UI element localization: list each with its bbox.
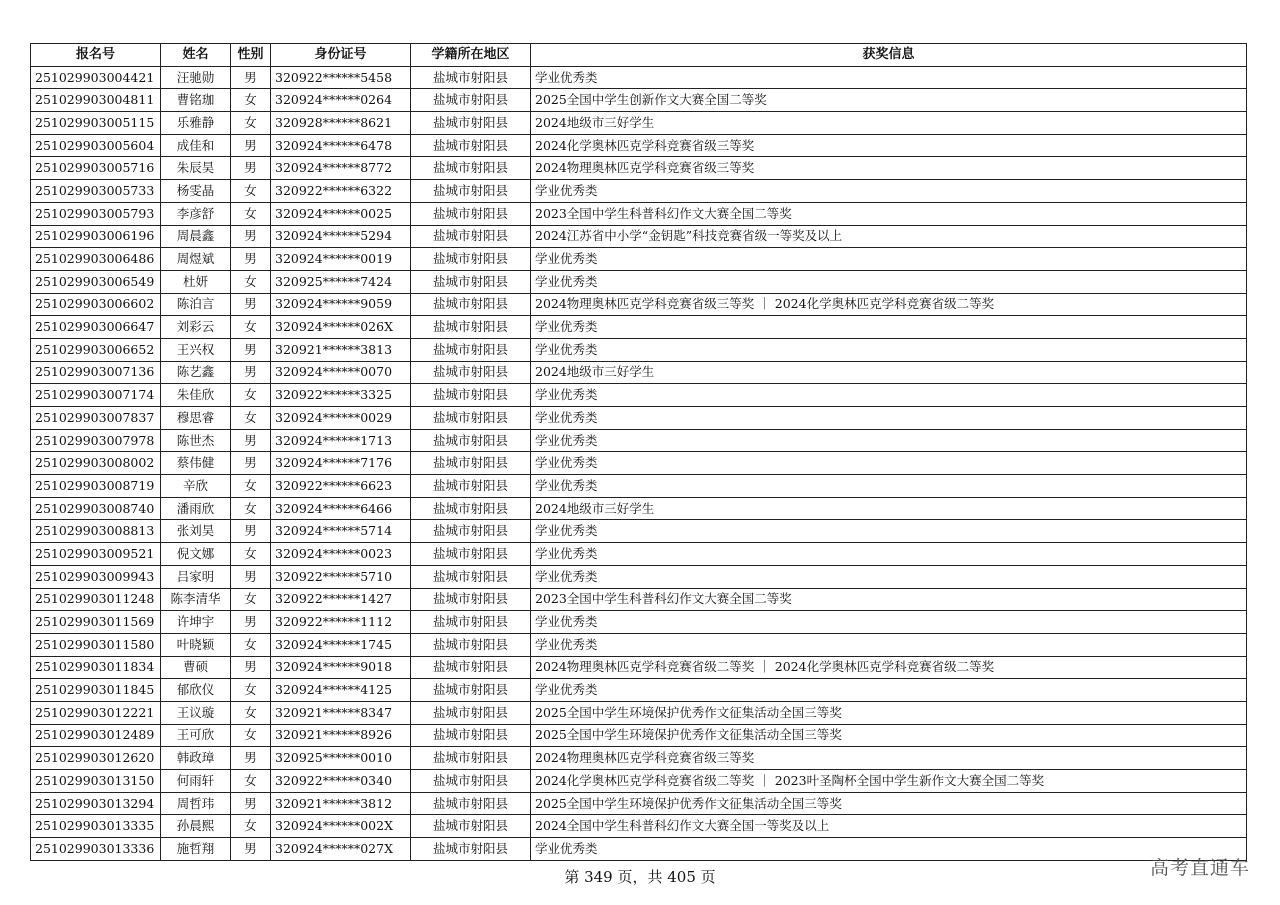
cell-id-number: 320924******8772 — [271, 157, 411, 180]
cell-registration-no: 251029903011569 — [31, 611, 161, 634]
table-row — [31, 248, 1247, 271]
cell-gender: 男 — [231, 66, 271, 89]
cell-name: 成佳和 — [161, 134, 231, 157]
cell-name: 王议璇 — [161, 701, 231, 724]
cell-award-info: 2025全国中学生环境保护优秀作文征集活动全国三等奖 — [531, 724, 1247, 747]
cell-gender: 女 — [231, 112, 271, 135]
cell-region: 盐城市射阳县 — [411, 724, 531, 747]
cell-award-info: 2025全国中学生环境保护优秀作文征集活动全国三等奖 — [531, 792, 1247, 815]
cell-gender: 女 — [231, 89, 271, 112]
watermark-logo: 高考直通车 — [1149, 857, 1250, 879]
table-row — [31, 565, 1247, 588]
table-row — [31, 475, 1247, 498]
cell-gender: 女 — [231, 497, 271, 520]
cell-id-number: 320924******9059 — [271, 293, 411, 316]
cell-gender: 女 — [231, 770, 271, 793]
cell-registration-no: 251029903011834 — [31, 656, 161, 679]
cell-award-info: 2023全国中学生科普科幻作文大赛全国二等奖 — [531, 588, 1247, 611]
cell-region: 盐城市射阳县 — [411, 293, 531, 316]
cell-gender: 女 — [231, 724, 271, 747]
cell-name: 陈艺鑫 — [161, 361, 231, 384]
cell-region: 盐城市射阳县 — [411, 565, 531, 588]
cell-registration-no: 251029903013150 — [31, 770, 161, 793]
cell-name: 李彦舒 — [161, 202, 231, 225]
table-row — [31, 112, 1247, 135]
cell-award-info: 学业优秀类 — [531, 565, 1247, 588]
page-number: 第 349 页，共 405 页 — [564, 868, 716, 886]
cell-gender: 女 — [231, 407, 271, 430]
header-region: 学籍所在地区 — [411, 44, 531, 67]
cell-name: 韩政璋 — [161, 747, 231, 770]
header-id-number: 身份证号 — [271, 44, 411, 67]
cell-award-info: 学业优秀类 — [531, 633, 1247, 656]
cell-region: 盐城市射阳县 — [411, 89, 531, 112]
table-row — [31, 611, 1247, 634]
cell-registration-no: 251029903005115 — [31, 112, 161, 135]
table-row — [31, 770, 1247, 793]
cell-registration-no: 251029903012489 — [31, 724, 161, 747]
cell-region: 盐城市射阳县 — [411, 66, 531, 89]
header-gender: 性别 — [231, 44, 271, 67]
cell-region: 盐城市射阳县 — [411, 452, 531, 475]
cell-registration-no: 251029903009521 — [31, 543, 161, 566]
cell-gender: 男 — [231, 565, 271, 588]
cell-id-number: 320922******6322 — [271, 180, 411, 203]
cell-region: 盐城市射阳县 — [411, 270, 531, 293]
cell-gender: 女 — [231, 588, 271, 611]
cell-id-number: 320924******0070 — [271, 361, 411, 384]
cell-registration-no: 251029903004421 — [31, 66, 161, 89]
cell-gender: 男 — [231, 293, 271, 316]
cell-gender: 男 — [231, 338, 271, 361]
cell-gender: 女 — [231, 180, 271, 203]
table-row — [31, 134, 1247, 157]
cell-gender: 女 — [231, 384, 271, 407]
cell-name: 叶晓颖 — [161, 633, 231, 656]
cell-gender: 女 — [231, 633, 271, 656]
cell-registration-no: 251029903011845 — [31, 679, 161, 702]
cell-registration-no: 251029903011580 — [31, 633, 161, 656]
table-header-row — [31, 44, 1247, 67]
cell-name: 辛欣 — [161, 475, 231, 498]
cell-name: 曹铭珈 — [161, 89, 231, 112]
cell-id-number: 320925******7424 — [271, 270, 411, 293]
cell-award-info: 2024物理奥林匹克学科竞赛省级三等奖 ｜ 2024化学奥林匹克学科竞赛省级二等奖 — [531, 293, 1247, 316]
cell-id-number: 320922******1112 — [271, 611, 411, 634]
table-row — [31, 66, 1247, 89]
cell-gender: 男 — [231, 361, 271, 384]
cell-gender: 女 — [231, 270, 271, 293]
table-row — [31, 293, 1247, 316]
cell-region: 盐城市射阳县 — [411, 202, 531, 225]
table-row — [31, 407, 1247, 430]
cell-gender: 女 — [231, 202, 271, 225]
cell-registration-no: 251029903013335 — [31, 815, 161, 838]
cell-registration-no: 251029903007837 — [31, 407, 161, 430]
table-row — [31, 202, 1247, 225]
cell-name: 张刘昊 — [161, 520, 231, 543]
cell-gender: 男 — [231, 248, 271, 271]
cell-id-number: 320924******4125 — [271, 679, 411, 702]
table-row — [31, 656, 1247, 679]
cell-gender: 男 — [231, 611, 271, 634]
cell-award-info: 2024物理奥林匹克学科竞赛省级二等奖 ｜ 2024化学奥林匹克学科竞赛省级二等奖 — [531, 656, 1247, 679]
cell-registration-no: 251029903007978 — [31, 429, 161, 452]
table-row — [31, 815, 1247, 838]
cell-gender: 女 — [231, 475, 271, 498]
cell-region: 盐城市射阳县 — [411, 225, 531, 248]
cell-registration-no: 251029903006196 — [31, 225, 161, 248]
cell-name: 郁欣仪 — [161, 679, 231, 702]
cell-region: 盐城市射阳县 — [411, 407, 531, 430]
cell-region: 盐城市射阳县 — [411, 497, 531, 520]
cell-award-info: 学业优秀类 — [531, 248, 1247, 271]
cell-registration-no: 251029903006602 — [31, 293, 161, 316]
cell-region: 盐城市射阳县 — [411, 475, 531, 498]
cell-name: 曹硕 — [161, 656, 231, 679]
table-row — [31, 838, 1247, 861]
cell-id-number: 320921******8347 — [271, 701, 411, 724]
cell-id-number: 320922******1427 — [271, 588, 411, 611]
table-row — [31, 588, 1247, 611]
cell-gender: 男 — [231, 225, 271, 248]
cell-gender: 男 — [231, 792, 271, 815]
cell-id-number: 320924******6466 — [271, 497, 411, 520]
cell-id-number: 320922******5710 — [271, 565, 411, 588]
cell-award-info: 2024地级市三好学生 — [531, 112, 1247, 135]
cell-award-info: 学业优秀类 — [531, 180, 1247, 203]
table-row — [31, 89, 1247, 112]
cell-id-number: 320921******3813 — [271, 338, 411, 361]
cell-registration-no: 251029903013294 — [31, 792, 161, 815]
cell-registration-no: 251029903007136 — [31, 361, 161, 384]
cell-award-info: 学业优秀类 — [531, 66, 1247, 89]
cell-region: 盐城市射阳县 — [411, 747, 531, 770]
cell-award-info: 2024全国中学生科普科幻作文大赛全国一等奖及以上 — [531, 815, 1247, 838]
table-row — [31, 316, 1247, 339]
cell-name: 陈李清华 — [161, 588, 231, 611]
cell-award-info: 学业优秀类 — [531, 520, 1247, 543]
cell-gender: 男 — [231, 520, 271, 543]
cell-name: 施哲翔 — [161, 838, 231, 861]
cell-registration-no: 251029903008002 — [31, 452, 161, 475]
cell-region: 盐城市射阳县 — [411, 180, 531, 203]
cell-id-number: 320925******0010 — [271, 747, 411, 770]
header-name: 姓名 — [161, 44, 231, 67]
cell-registration-no: 251029903009943 — [31, 565, 161, 588]
cell-name: 穆思睿 — [161, 407, 231, 430]
cell-award-info: 学业优秀类 — [531, 384, 1247, 407]
cell-registration-no: 251029903011248 — [31, 588, 161, 611]
cell-id-number: 320924******1745 — [271, 633, 411, 656]
cell-registration-no: 251029903008813 — [31, 520, 161, 543]
cell-region: 盐城市射阳县 — [411, 656, 531, 679]
cell-award-info: 2025全国中学生环境保护优秀作文征集活动全国三等奖 — [531, 701, 1247, 724]
cell-id-number: 320924******0019 — [271, 248, 411, 271]
table-row — [31, 225, 1247, 248]
cell-id-number: 320922******0340 — [271, 770, 411, 793]
cell-region: 盐城市射阳县 — [411, 157, 531, 180]
cell-id-number: 320922******3325 — [271, 384, 411, 407]
cell-registration-no: 251029903005733 — [31, 180, 161, 203]
cell-region: 盐城市射阳县 — [411, 679, 531, 702]
cell-name: 汪驰勋 — [161, 66, 231, 89]
cell-id-number: 320924******0023 — [271, 543, 411, 566]
cell-award-info: 2024江苏省中小学“金钥匙”科技竞赛省级一等奖及以上 — [531, 225, 1247, 248]
table-row — [31, 543, 1247, 566]
table-row — [31, 633, 1247, 656]
cell-award-info: 学业优秀类 — [531, 316, 1247, 339]
header-award-info: 获奖信息 — [531, 44, 1247, 67]
cell-id-number: 320922******6623 — [271, 475, 411, 498]
cell-gender: 女 — [231, 679, 271, 702]
cell-region: 盐城市射阳县 — [411, 611, 531, 634]
cell-award-info: 2024物理奥林匹克学科竞赛省级三等奖 — [531, 157, 1247, 180]
table-row — [31, 361, 1247, 384]
cell-name: 孙晨熙 — [161, 815, 231, 838]
cell-name: 蔡伟健 — [161, 452, 231, 475]
cell-name: 乐雅静 — [161, 112, 231, 135]
cell-award-info: 2023全国中学生科普科幻作文大赛全国二等奖 — [531, 202, 1247, 225]
cell-award-info: 学业优秀类 — [531, 838, 1247, 861]
cell-gender: 女 — [231, 543, 271, 566]
table-body — [31, 66, 1247, 860]
table-row — [31, 180, 1247, 203]
table-row — [31, 429, 1247, 452]
cell-award-info: 2024地级市三好学生 — [531, 361, 1247, 384]
table-row — [31, 520, 1247, 543]
cell-region: 盐城市射阳县 — [411, 429, 531, 452]
cell-region: 盐城市射阳县 — [411, 770, 531, 793]
cell-region: 盐城市射阳县 — [411, 792, 531, 815]
cell-gender: 男 — [231, 838, 271, 861]
cell-name: 吕家明 — [161, 565, 231, 588]
cell-award-info: 学业优秀类 — [531, 679, 1247, 702]
cell-region: 盐城市射阳县 — [411, 838, 531, 861]
cell-name: 许坤宇 — [161, 611, 231, 634]
cell-name: 周哲玮 — [161, 792, 231, 815]
table-row — [31, 270, 1247, 293]
cell-id-number: 320924******0029 — [271, 407, 411, 430]
cell-award-info: 学业优秀类 — [531, 407, 1247, 430]
cell-name: 王可欣 — [161, 724, 231, 747]
table-row — [31, 452, 1247, 475]
cell-name: 刘彩云 — [161, 316, 231, 339]
cell-registration-no: 251029903005793 — [31, 202, 161, 225]
cell-id-number: 320924******7176 — [271, 452, 411, 475]
table-row — [31, 157, 1247, 180]
table-row — [31, 338, 1247, 361]
cell-award-info: 2024化学奥林匹克学科竞赛省级二等奖 ｜ 2023叶圣陶杯全国中学生新作文大赛全国二等奖 — [531, 770, 1247, 793]
cell-id-number: 320924******5294 — [271, 225, 411, 248]
cell-registration-no: 251029903007174 — [31, 384, 161, 407]
cell-id-number: 320924******002X — [271, 815, 411, 838]
cell-region: 盐城市射阳县 — [411, 361, 531, 384]
cell-gender: 男 — [231, 157, 271, 180]
cell-registration-no: 251029903006486 — [31, 248, 161, 271]
cell-id-number: 320922******5458 — [271, 66, 411, 89]
cell-name: 朱辰昊 — [161, 157, 231, 180]
table-row — [31, 747, 1247, 770]
cell-region: 盐城市射阳县 — [411, 520, 531, 543]
cell-gender: 男 — [231, 429, 271, 452]
cell-registration-no: 251029903012620 — [31, 747, 161, 770]
table-row — [31, 792, 1247, 815]
cell-gender: 女 — [231, 316, 271, 339]
cell-registration-no: 251029903004811 — [31, 89, 161, 112]
cell-name: 朱佳欣 — [161, 384, 231, 407]
cell-region: 盐城市射阳县 — [411, 588, 531, 611]
cell-registration-no: 251029903006652 — [31, 338, 161, 361]
cell-region: 盐城市射阳县 — [411, 112, 531, 135]
cell-region: 盐城市射阳县 — [411, 316, 531, 339]
cell-id-number: 320924******026X — [271, 316, 411, 339]
cell-award-info: 学业优秀类 — [531, 475, 1247, 498]
cell-gender: 男 — [231, 747, 271, 770]
cell-id-number: 320921******8926 — [271, 724, 411, 747]
cell-region: 盐城市射阳县 — [411, 701, 531, 724]
cell-award-info: 2024地级市三好学生 — [531, 497, 1247, 520]
cell-registration-no: 251029903005716 — [31, 157, 161, 180]
cell-award-info: 2024化学奥林匹克学科竞赛省级三等奖 — [531, 134, 1247, 157]
cell-award-info: 学业优秀类 — [531, 338, 1247, 361]
cell-name: 王兴权 — [161, 338, 231, 361]
cell-registration-no: 251029903008740 — [31, 497, 161, 520]
header-registration-no: 报名号 — [31, 44, 161, 67]
cell-award-info: 学业优秀类 — [531, 270, 1247, 293]
table-row — [31, 384, 1247, 407]
cell-id-number: 320924******1713 — [271, 429, 411, 452]
cell-registration-no: 251029903005604 — [31, 134, 161, 157]
results-table — [30, 43, 1247, 861]
cell-gender: 女 — [231, 701, 271, 724]
cell-name: 何雨轩 — [161, 770, 231, 793]
table-row — [31, 724, 1247, 747]
cell-award-info: 学业优秀类 — [531, 543, 1247, 566]
cell-region: 盐城市射阳县 — [411, 384, 531, 407]
cell-name: 陈世杰 — [161, 429, 231, 452]
cell-award-info: 学业优秀类 — [531, 452, 1247, 475]
table-row — [31, 497, 1247, 520]
cell-registration-no: 251029903008719 — [31, 475, 161, 498]
cell-name: 杜妍 — [161, 270, 231, 293]
table-row — [31, 679, 1247, 702]
cell-gender: 女 — [231, 815, 271, 838]
cell-region: 盐城市射阳县 — [411, 248, 531, 271]
cell-registration-no: 251029903006549 — [31, 270, 161, 293]
cell-region: 盐城市射阳县 — [411, 134, 531, 157]
cell-name: 周煜斌 — [161, 248, 231, 271]
table-row — [31, 701, 1247, 724]
cell-id-number: 320928******8621 — [271, 112, 411, 135]
cell-id-number: 320924******5714 — [271, 520, 411, 543]
cell-id-number: 320924******6478 — [271, 134, 411, 157]
cell-award-info: 2024物理奥林匹克学科竞赛省级三等奖 — [531, 747, 1247, 770]
cell-region: 盐城市射阳县 — [411, 543, 531, 566]
cell-registration-no: 251029903013336 — [31, 838, 161, 861]
cell-id-number: 320924******027X — [271, 838, 411, 861]
cell-region: 盐城市射阳县 — [411, 633, 531, 656]
cell-gender: 男 — [231, 656, 271, 679]
cell-award-info: 学业优秀类 — [531, 429, 1247, 452]
cell-award-info: 学业优秀类 — [531, 611, 1247, 634]
cell-id-number: 320924******0264 — [271, 89, 411, 112]
cell-name: 倪文娜 — [161, 543, 231, 566]
cell-award-info: 2025全国中学生创新作文大赛全国二等奖 — [531, 89, 1247, 112]
cell-id-number: 320921******3812 — [271, 792, 411, 815]
cell-gender: 男 — [231, 134, 271, 157]
cell-name: 周晨鑫 — [161, 225, 231, 248]
cell-name: 杨雯晶 — [161, 180, 231, 203]
cell-registration-no: 251029903006647 — [31, 316, 161, 339]
cell-id-number: 320924******9018 — [271, 656, 411, 679]
cell-region: 盐城市射阳县 — [411, 338, 531, 361]
cell-name: 陈泊言 — [161, 293, 231, 316]
cell-gender: 男 — [231, 452, 271, 475]
cell-region: 盐城市射阳县 — [411, 815, 531, 838]
cell-id-number: 320924******0025 — [271, 202, 411, 225]
cell-registration-no: 251029903012221 — [31, 701, 161, 724]
cell-name: 潘雨欣 — [161, 497, 231, 520]
